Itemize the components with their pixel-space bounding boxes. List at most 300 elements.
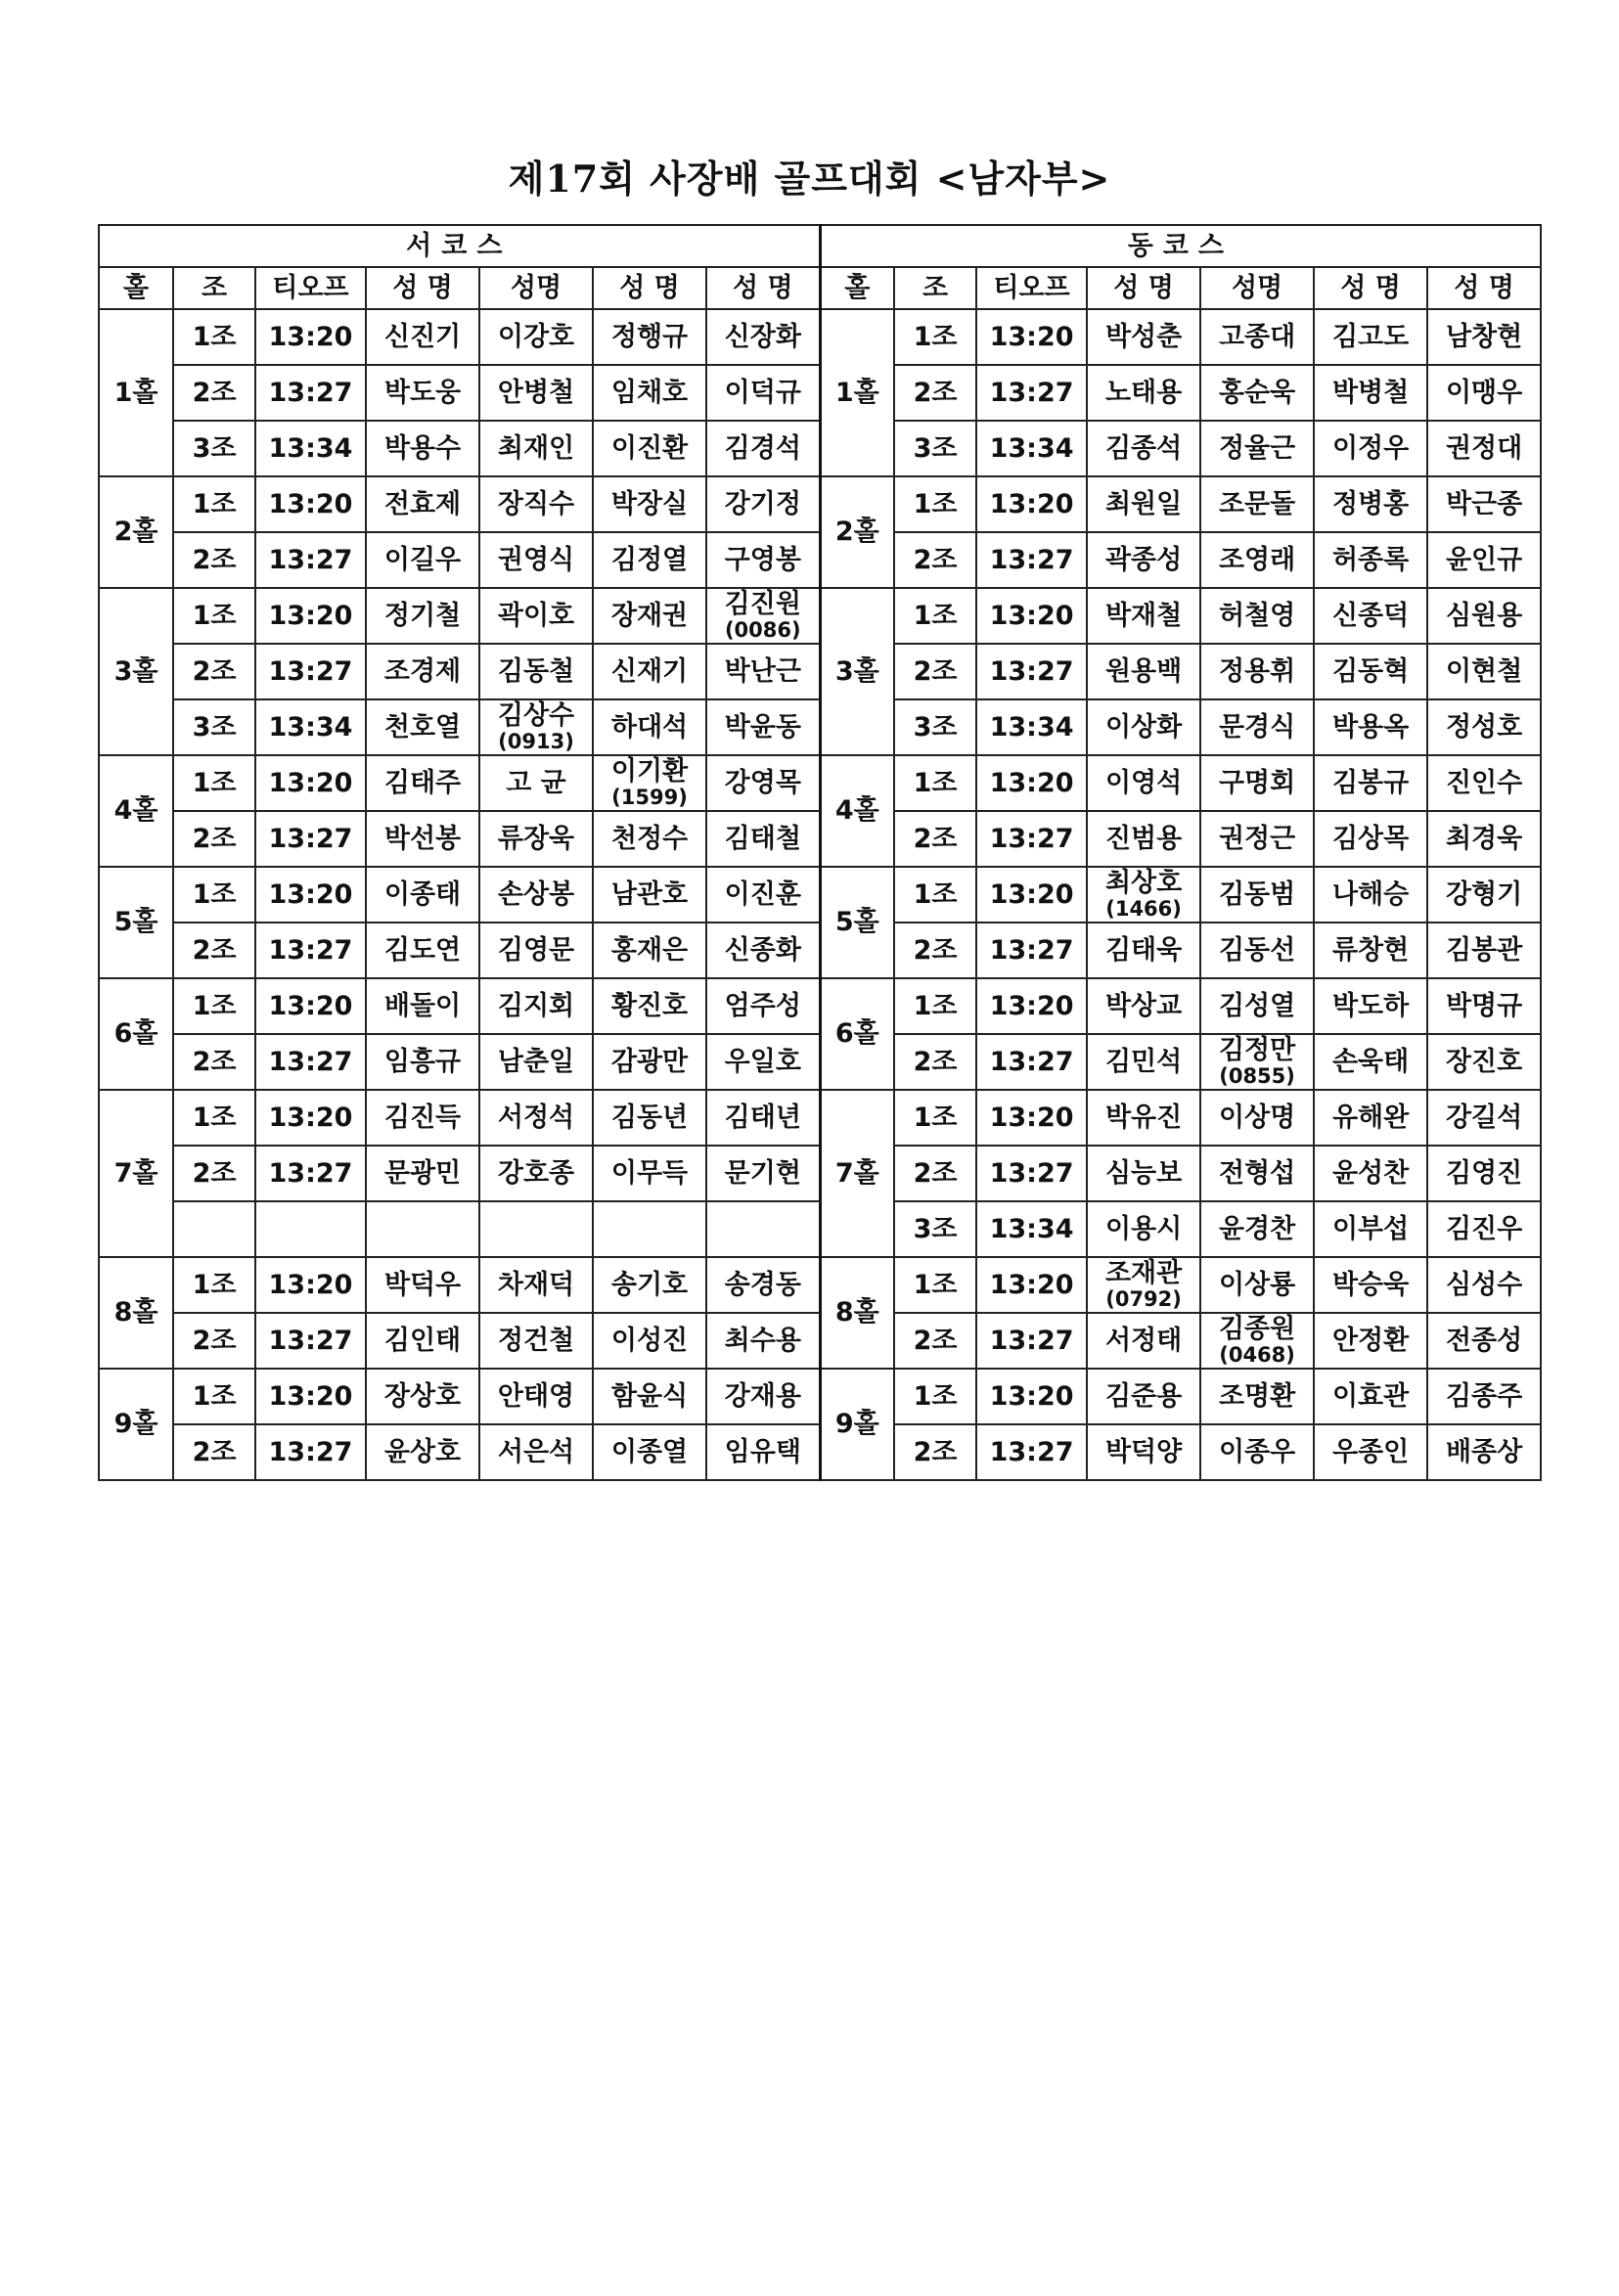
player-name: 이영석 [1104, 767, 1183, 798]
west-group-cell: 1조 [173, 1369, 255, 1424]
player-name: 장진호 [1445, 1046, 1523, 1077]
west-player-cell [366, 755, 479, 811]
player-name: 박윤동 [724, 711, 801, 743]
player-id-note: (0468) [1219, 1343, 1295, 1368]
west-player-cell [706, 532, 820, 588]
player-name: 박용수 [383, 432, 462, 464]
east-hole-cell: 6홀 [820, 978, 894, 1090]
west-player-cell [706, 1090, 820, 1146]
east-player-cell [1087, 532, 1200, 588]
west-player-cell [593, 811, 706, 867]
east-player-cell [1087, 755, 1200, 811]
player-name: 심원용 [1445, 600, 1523, 631]
player-name: 김경석 [724, 432, 801, 464]
player-name: 남춘일 [497, 1046, 575, 1077]
player-name: 이종우 [1218, 1436, 1296, 1467]
west-player-cell [593, 1146, 706, 1201]
west-player-cell [366, 421, 479, 476]
west-player-cell [479, 1201, 593, 1257]
player-name: 조문돌 [1218, 488, 1296, 519]
east-tee-time: 13:20 [976, 309, 1087, 365]
east-player-cell [1314, 1369, 1427, 1424]
player-name: 장직수 [497, 488, 575, 519]
schedule-row [99, 588, 1541, 644]
west-player-cell [593, 365, 706, 421]
player-name: 이현철 [1445, 655, 1523, 687]
player-name: 윤인규 [1445, 544, 1523, 575]
west-player-cell [479, 532, 593, 588]
player-name: 박근종 [1445, 488, 1523, 519]
west-player-cell [366, 644, 479, 699]
east-player-cell [1087, 1146, 1200, 1201]
player-name: 안정환 [1331, 1325, 1410, 1356]
player-name: 홍순욱 [1218, 377, 1296, 408]
player-name: 곽종성 [1104, 544, 1183, 575]
player-name: 김도연 [383, 934, 462, 966]
west-player-cell [706, 309, 820, 365]
west-tee-time: 13:27 [255, 1424, 366, 1480]
west-player-cell [593, 421, 706, 476]
east-tee-time: 13:34 [976, 421, 1087, 476]
east-player-cell [1087, 867, 1200, 923]
west-player-cell [479, 1257, 593, 1313]
west-player-cell [593, 1257, 706, 1313]
east-player-cell [1427, 1313, 1541, 1369]
west-player-cell [706, 1257, 820, 1313]
player-name: 배종상 [1445, 1436, 1523, 1467]
west-group-cell: 1조 [173, 476, 255, 532]
west-player-cell [479, 978, 593, 1034]
player-name: 김태년 [724, 1102, 801, 1133]
player-name: 심성수 [1445, 1269, 1523, 1300]
east-tee-time: 13:27 [976, 532, 1087, 588]
player-name: 장상호 [383, 1380, 462, 1412]
player-name: 최경욱 [1445, 823, 1523, 854]
west-group-cell: 2조 [173, 1034, 255, 1090]
player-name: 엄주성 [724, 990, 801, 1021]
west-player-cell [593, 978, 706, 1034]
east-hole-cell: 3홀 [820, 588, 894, 755]
east-player-cell [1314, 1313, 1427, 1369]
east-player-cell [1314, 755, 1427, 811]
player-name: 류장욱 [497, 823, 575, 854]
west-tee-time: 13:20 [255, 309, 366, 365]
east-player-cell [1200, 1369, 1314, 1424]
west-group-cell: 1조 [173, 1257, 255, 1313]
east-tee-time: 13:27 [976, 1313, 1087, 1369]
west-player-cell [366, 923, 479, 978]
east-player-cell [1427, 532, 1541, 588]
west-tee-time: 13:27 [255, 1146, 366, 1201]
west-hole-cell: 3홀 [99, 588, 173, 755]
player-id-note: (0913) [498, 730, 574, 754]
east-hole-cell: 1홀 [820, 309, 894, 476]
player-name: 강재용 [724, 1380, 801, 1412]
west-tee-time: 13:27 [255, 644, 366, 699]
player-name: 박용옥 [1331, 711, 1410, 743]
west-hole-cell: 8홀 [99, 1257, 173, 1369]
player-id-note: (0855) [1219, 1064, 1295, 1089]
west-hole-cell: 5홀 [99, 867, 173, 978]
east-player-cell [1427, 1257, 1541, 1313]
east-player-cell [1200, 978, 1314, 1034]
player-name: 김성열 [1218, 990, 1296, 1021]
east-player-cell [1314, 978, 1427, 1034]
player-name: 김봉관 [1445, 934, 1523, 966]
west-player-cell [706, 1369, 820, 1424]
west-player-cell [593, 1424, 706, 1480]
player-name: 이효관 [1331, 1380, 1410, 1412]
east-player-cell [1427, 309, 1541, 365]
west-player-cell [479, 476, 593, 532]
east-player-cell [1200, 1146, 1314, 1201]
east-group-cell: 1조 [894, 476, 976, 532]
player-name: 이종열 [610, 1436, 689, 1467]
east-player-cell [1200, 476, 1314, 532]
player-name: 서은석 [497, 1436, 575, 1467]
player-name: 이부섭 [1331, 1213, 1410, 1244]
west-player-cell [479, 699, 593, 755]
west-player-cell [479, 1090, 593, 1146]
east-player-cell [1087, 1034, 1200, 1090]
west-group-cell: 3조 [173, 421, 255, 476]
player-name: 박병철 [1331, 377, 1410, 408]
player-name: 김태철 [724, 823, 801, 854]
west-header-6: 성 명 [706, 267, 820, 309]
schedule-row [99, 978, 1541, 1034]
player-name: 진인수 [1445, 767, 1523, 798]
player-name: 박덕양 [1104, 1436, 1183, 1467]
course-header-row [99, 225, 1541, 267]
column-header-row [99, 267, 1541, 309]
west-player-cell [366, 699, 479, 755]
player-name: 우종인 [1331, 1436, 1410, 1467]
west-player-cell [706, 644, 820, 699]
east-player-cell [1200, 699, 1314, 755]
player-name: 이강호 [497, 321, 575, 352]
east-player-cell [1087, 588, 1200, 644]
player-name: 구명회 [1218, 767, 1296, 798]
player-name: 신종화 [724, 934, 801, 966]
west-group-cell: 2조 [173, 644, 255, 699]
west-header-5: 성 명 [593, 267, 706, 309]
player-name: 원용백 [1104, 655, 1183, 687]
east-tee-time: 13:20 [976, 476, 1087, 532]
player-name: 조경제 [383, 655, 462, 687]
east-player-cell [1087, 644, 1200, 699]
west-player-cell [593, 699, 706, 755]
east-player-cell [1314, 588, 1427, 644]
east-player-cell [1087, 923, 1200, 978]
west-player-cell [366, 365, 479, 421]
east-group-cell: 2조 [894, 532, 976, 588]
west-player-cell [366, 1034, 479, 1090]
player-name: 김영문 [497, 934, 575, 966]
player-name: 김동선 [1218, 934, 1296, 966]
east-tee-time: 13:27 [976, 1424, 1087, 1480]
west-player-cell [366, 1257, 479, 1313]
west-header-2: 티오프 [255, 267, 366, 309]
west-group-cell: 2조 [173, 1424, 255, 1480]
west-group-cell: 3조 [173, 699, 255, 755]
east-player-cell [1200, 755, 1314, 811]
player-name: 김고도 [1331, 321, 1410, 352]
player-name: 박승욱 [1331, 1269, 1410, 1300]
west-tee-time: 13:20 [255, 978, 366, 1034]
player-id-note: (0086) [724, 618, 801, 643]
east-player-cell [1200, 588, 1314, 644]
east-player-cell [1427, 1090, 1541, 1146]
player-name: 최원일 [1104, 488, 1183, 519]
player-name: 정용휘 [1218, 655, 1296, 687]
west-group-cell [173, 1201, 255, 1257]
west-tee-time: 13:20 [255, 1257, 366, 1313]
player-name: 조명환 [1218, 1380, 1296, 1412]
east-hole-cell: 8홀 [820, 1257, 894, 1369]
west-player-cell [593, 309, 706, 365]
west-player-cell [593, 588, 706, 644]
schedule-row [99, 309, 1541, 365]
player-name: 고 균 [506, 767, 566, 798]
east-player-cell [1200, 1034, 1314, 1090]
west-player-cell [593, 755, 706, 811]
player-name: 김동철 [497, 655, 575, 687]
west-hole-cell: 1홀 [99, 309, 173, 476]
west-player-cell [479, 923, 593, 978]
east-group-cell: 1조 [894, 1257, 976, 1313]
east-tee-time: 13:20 [976, 1369, 1087, 1424]
east-header-6: 성 명 [1427, 267, 1541, 309]
west-player-cell [479, 1369, 593, 1424]
east-tee-time: 13:20 [976, 588, 1087, 644]
player-name: 김진득 [383, 1102, 462, 1133]
player-name: 구영봉 [724, 544, 801, 575]
player-name: 김종원 [1218, 1314, 1296, 1345]
east-player-cell [1200, 923, 1314, 978]
west-player-cell [706, 1313, 820, 1369]
east-tee-time: 13:27 [976, 1034, 1087, 1090]
player-name: 김인태 [383, 1325, 462, 1356]
player-name: 허종록 [1331, 544, 1410, 575]
east-player-cell [1087, 365, 1200, 421]
west-tee-time: 13:27 [255, 1313, 366, 1369]
west-hole-cell: 6홀 [99, 978, 173, 1090]
east-tee-time: 13:27 [976, 644, 1087, 699]
east-player-cell [1427, 365, 1541, 421]
east-player-cell [1200, 1257, 1314, 1313]
schedule-row [99, 867, 1541, 923]
player-name: 강길석 [1445, 1102, 1523, 1133]
player-name: 감광만 [610, 1046, 689, 1077]
player-name: 박선봉 [383, 823, 462, 854]
west-player-cell [366, 1369, 479, 1424]
west-header-0: 홀 [99, 267, 173, 309]
east-tee-time: 13:27 [976, 923, 1087, 978]
west-player-cell [593, 1201, 706, 1257]
east-group-cell: 1조 [894, 1369, 976, 1424]
east-player-cell [1427, 699, 1541, 755]
east-group-cell: 1조 [894, 978, 976, 1034]
west-player-cell [706, 867, 820, 923]
player-name: 하대석 [610, 711, 689, 743]
player-name: 손욱태 [1331, 1046, 1410, 1077]
player-name: 노태용 [1104, 377, 1183, 408]
player-name: 이정우 [1331, 432, 1410, 464]
east-player-cell [1200, 365, 1314, 421]
west-player-cell [706, 811, 820, 867]
east-player-cell [1427, 1034, 1541, 1090]
east-header-0: 홀 [820, 267, 894, 309]
east-tee-time: 13:34 [976, 1201, 1087, 1257]
west-group-cell: 2조 [173, 365, 255, 421]
west-player-cell [706, 923, 820, 978]
west-player-cell [593, 1090, 706, 1146]
west-player-cell [479, 811, 593, 867]
east-player-cell [1200, 309, 1314, 365]
west-group-cell: 1조 [173, 588, 255, 644]
player-name: 김태욱 [1104, 934, 1183, 966]
player-name: 이진훈 [724, 878, 801, 910]
west-tee-time: 13:27 [255, 365, 366, 421]
west-group-cell: 1조 [173, 867, 255, 923]
west-player-cell [479, 1034, 593, 1090]
east-group-cell: 1조 [894, 1090, 976, 1146]
player-name: 남관호 [610, 878, 689, 910]
west-player-cell [706, 421, 820, 476]
east-group-cell: 2조 [894, 644, 976, 699]
west-player-cell [593, 1313, 706, 1369]
east-player-cell [1314, 644, 1427, 699]
player-name: 김상목 [1331, 823, 1410, 854]
east-player-cell [1087, 421, 1200, 476]
east-player-cell [1314, 699, 1427, 755]
west-player-cell [706, 755, 820, 811]
west-tee-time: 13:27 [255, 811, 366, 867]
west-player-cell [706, 1146, 820, 1201]
player-name: 심능보 [1104, 1157, 1183, 1189]
player-name: 차재덕 [497, 1269, 575, 1300]
player-name: 황진호 [610, 990, 689, 1021]
east-player-cell [1087, 476, 1200, 532]
player-name: 이상화 [1104, 711, 1183, 743]
east-player-cell [1314, 532, 1427, 588]
east-player-cell [1087, 1424, 1200, 1480]
west-player-cell [593, 476, 706, 532]
east-player-cell [1314, 365, 1427, 421]
player-name: 허철영 [1218, 600, 1296, 631]
east-player-cell [1314, 1146, 1427, 1201]
east-player-cell [1087, 1313, 1200, 1369]
player-name: 박재철 [1104, 600, 1183, 631]
west-tee-time: 13:20 [255, 755, 366, 811]
west-player-cell [366, 978, 479, 1034]
east-player-cell [1087, 1369, 1200, 1424]
player-name: 정행규 [610, 321, 689, 352]
west-group-cell: 1조 [173, 978, 255, 1034]
west-group-cell: 1조 [173, 309, 255, 365]
player-name: 손상봉 [497, 878, 575, 910]
east-player-cell [1314, 1090, 1427, 1146]
east-player-cell [1427, 588, 1541, 644]
page-title: 제17회 사장배 골프대회 <남자부> [508, 157, 1111, 201]
west-tee-time [255, 1201, 366, 1257]
west-tee-time: 13:20 [255, 476, 366, 532]
east-group-cell: 1조 [894, 867, 976, 923]
player-name: 권영식 [497, 544, 575, 575]
east-group-cell: 2조 [894, 1424, 976, 1480]
east-player-cell [1427, 978, 1541, 1034]
player-name: 곽이호 [497, 600, 575, 631]
west-player-cell [479, 1146, 593, 1201]
east-tee-time: 13:27 [976, 1146, 1087, 1201]
player-name: 권정근 [1218, 823, 1296, 854]
east-player-cell [1200, 1313, 1314, 1369]
schedule-row [99, 755, 1541, 811]
player-name: 김진우 [1445, 1213, 1523, 1244]
player-name: 전효제 [383, 488, 462, 519]
west-course-label: 서코스 [99, 225, 820, 267]
east-tee-time: 13:27 [976, 365, 1087, 421]
east-player-cell [1314, 1034, 1427, 1090]
player-name: 강호종 [497, 1157, 575, 1189]
east-hole-cell: 4홀 [820, 755, 894, 867]
player-name: 김종석 [1104, 432, 1183, 464]
player-name: 장재권 [610, 600, 689, 631]
player-name: 조영래 [1218, 544, 1296, 575]
east-player-cell [1427, 1201, 1541, 1257]
east-player-cell [1087, 1090, 1200, 1146]
west-player-cell [366, 811, 479, 867]
schedule-row [99, 1090, 1541, 1146]
west-player-cell [706, 365, 820, 421]
player-name: 박장실 [610, 488, 689, 519]
east-group-cell: 2조 [894, 923, 976, 978]
player-name: 박도웅 [383, 377, 462, 408]
east-player-cell [1200, 644, 1314, 699]
player-name: 천호열 [383, 711, 462, 743]
player-name: 정건철 [497, 1325, 575, 1356]
east-tee-time: 13:20 [976, 755, 1087, 811]
west-group-cell: 2조 [173, 1313, 255, 1369]
west-group-cell: 2조 [173, 1146, 255, 1201]
player-name: 김동범 [1218, 878, 1296, 910]
player-name: 윤성찬 [1331, 1157, 1410, 1189]
east-player-cell [1200, 811, 1314, 867]
west-player-cell [706, 1201, 820, 1257]
player-name: 김지회 [497, 990, 575, 1021]
east-header-2: 티오프 [976, 267, 1087, 309]
west-tee-time: 13:34 [255, 699, 366, 755]
player-name: 최상호 [1104, 868, 1183, 899]
player-name: 김진원 [724, 589, 801, 620]
player-name: 강형기 [1445, 878, 1523, 910]
east-header-3: 성 명 [1087, 267, 1200, 309]
east-player-cell [1200, 1090, 1314, 1146]
west-player-cell [706, 978, 820, 1034]
player-name: 이무득 [610, 1157, 689, 1189]
east-group-cell: 3조 [894, 421, 976, 476]
east-player-cell [1427, 923, 1541, 978]
player-name: 이상룡 [1218, 1269, 1296, 1300]
west-header-3: 성 명 [366, 267, 479, 309]
east-header-5: 성 명 [1314, 267, 1427, 309]
west-player-cell [706, 699, 820, 755]
east-player-cell [1427, 421, 1541, 476]
west-group-cell: 2조 [173, 923, 255, 978]
east-player-cell [1427, 867, 1541, 923]
player-name: 배돌이 [383, 990, 462, 1021]
player-name: 박상교 [1104, 990, 1183, 1021]
